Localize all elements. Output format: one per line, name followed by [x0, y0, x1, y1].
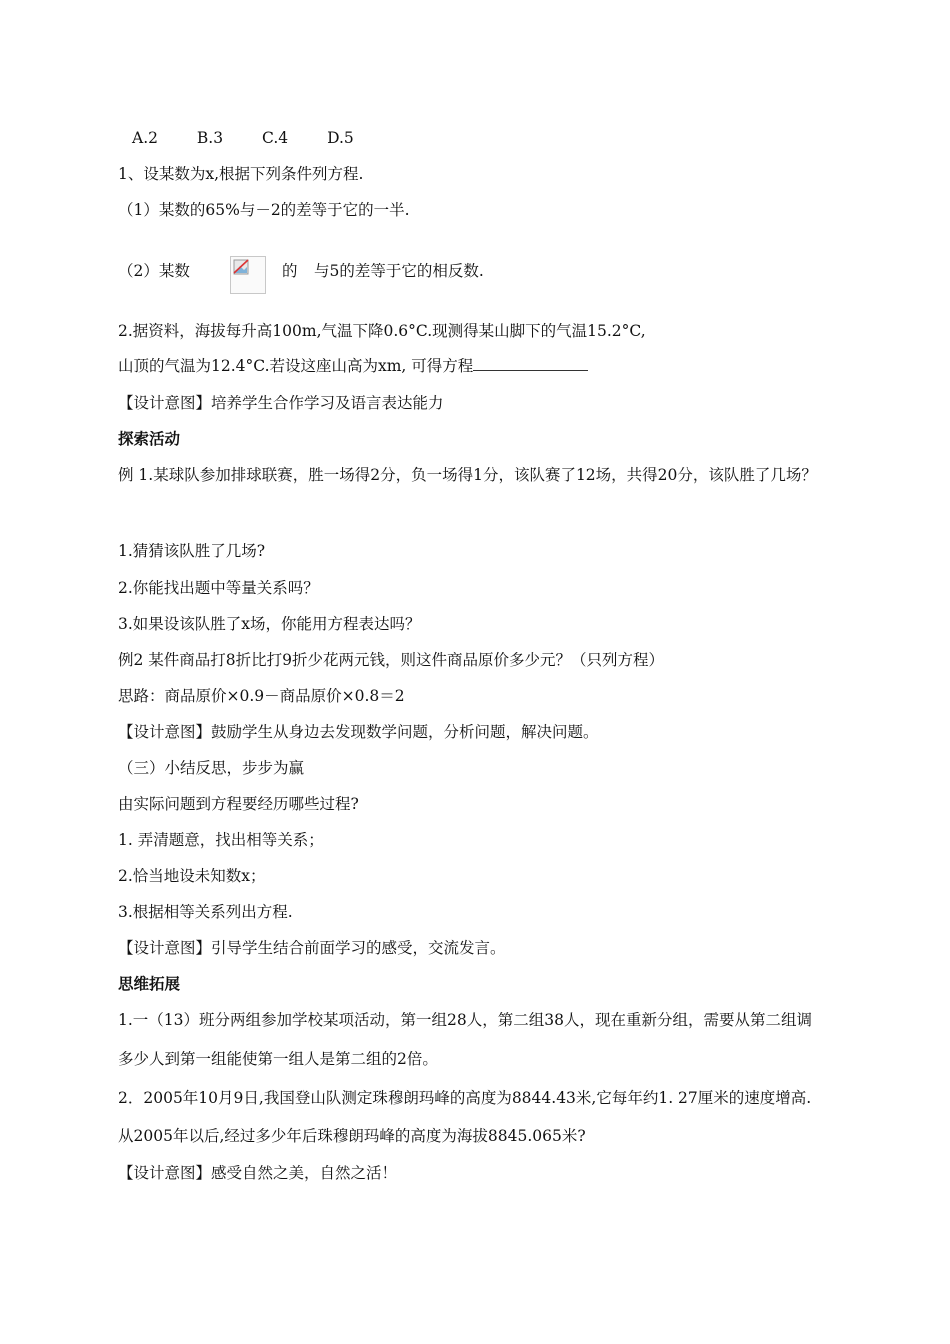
explore-question-1: 1.猜猜该队胜了几场? [118, 542, 266, 560]
example-2-idea: 思路：商品原价×0.9－商品原价×0.8＝2 [118, 687, 405, 705]
explore-heading: 探索活动 [118, 430, 181, 448]
summary-question: 由实际问题到方程要经历哪些过程? [118, 795, 359, 813]
example-2: 例2 某件商品打8折比打9折少花两元钱，则这件商品原价多少元？（只列方程） [118, 651, 665, 669]
explore-question-2: 2.你能找出题中等量关系吗？ [118, 579, 319, 597]
q1-part2-middle: 的 [282, 262, 298, 280]
extend-problem-1-line1: 1.一（13）班分两组参加学校某项活动，第一组28人，第二组38人，现在重新分组，需要从第二组调 [118, 1011, 812, 1029]
design-intent-3: 【设计意图】引导学生结合前面学习的感受，交流发言。 [118, 939, 506, 957]
design-intent-2: 【设计意图】鼓励学生从身边去发现数学问题，分析问题，解决问题。 [118, 723, 599, 741]
extend-heading: 思维拓展 [118, 975, 181, 993]
q2-line2-wrap [118, 356, 588, 376]
example-1: 例 1.某球队参加排球联赛，胜一场得2分，负一场得1分，该队赛了12场，共得20分，该队胜了几场？ [118, 466, 817, 484]
summary-step-2: 2.恰当地设未知数x； [118, 867, 266, 885]
q1-part2-suffix: 与5的差等于它的相反数. [314, 262, 484, 280]
q2-line1: 2.据资料，海拔每升高100m,气温下降0.6°C.现测得某山脚下的气温15.2°C, [118, 322, 646, 340]
option-d: D.5 [327, 129, 354, 147]
option-a: A.2 [132, 129, 158, 147]
option-c: C.4 [262, 129, 289, 147]
extend-problem-1-line2: 多少人到第一组能使第一组人是第二组的2倍。 [118, 1050, 438, 1068]
extend-problem-2-line1: 2．2005年10月9日,我国登山队测定珠穆朗玛峰的高度为8844.43米,它每年约1. 27厘米的速度增高. [118, 1089, 812, 1107]
design-intent-1: 【设计意图】培养学生合作学习及语言表达能力 [118, 394, 444, 412]
answer-blank [473, 356, 588, 371]
broken-image-icon [230, 256, 266, 294]
extend-problem-2-line2: 从2005年以后,经过多少年后珠穆朗玛峰的高度为海拔8845.065米? [118, 1127, 586, 1145]
answer-options [132, 128, 388, 148]
design-intent-4: 【设计意图】感受自然之美，自然之活！ [118, 1164, 398, 1182]
summary-heading: （三）小结反思，步步为赢 [118, 759, 305, 777]
q1-part2-prefix: （2）某数 [118, 262, 190, 280]
q1-part1: （1）某数的65%与－2的差等于它的一半. [118, 201, 410, 219]
explore-question-3: 3.如果设该队胜了x场，你能用方程表达吗？ [118, 615, 421, 633]
summary-step-3: 3.根据相等关系列出方程. [118, 903, 293, 921]
q2-line2: 山顶的气温为12.4°C.若设这座山高为xm, 可得方程 [118, 357, 474, 375]
summary-step-1: 1. 弄清题意，找出相等关系； [118, 831, 324, 849]
q1-intro: 1、设某数为x,根据下列条件列方程. [118, 165, 364, 183]
option-b: B.3 [196, 129, 224, 147]
